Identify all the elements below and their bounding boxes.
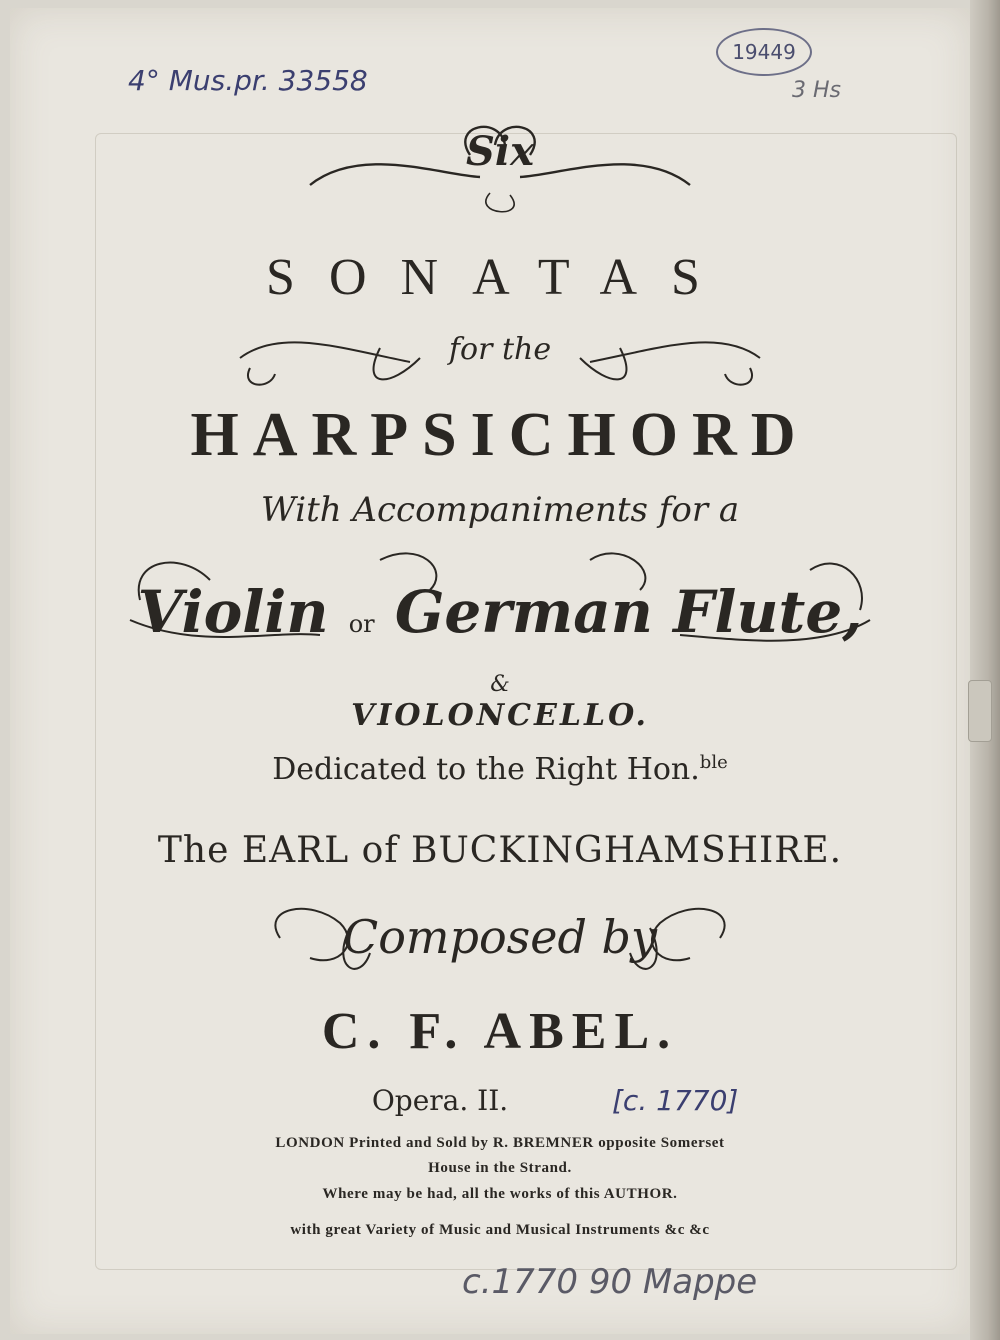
title-instrument: HARPSICHORD [190, 401, 810, 469]
dedicatee: The EARL of BUCKINGHAMSHIRE. [157, 830, 843, 871]
shelfmark-annotation: 4° Mus.pr. 33558 [128, 64, 368, 97]
title-german-flute: German Flute, [394, 578, 863, 646]
library-stamp: 19449 [716, 28, 812, 76]
dedication-sup: ble [699, 752, 728, 773]
opus-number: Opera. II. [371, 1084, 509, 1117]
title-for-the: for the [448, 332, 552, 367]
date-annotation: [c. 1770] [612, 1084, 739, 1117]
parts-annotation: 3 Hs [792, 78, 841, 103]
imprint-line-2: House in the Strand. [428, 1160, 572, 1176]
dedication-text: Dedicated to the Right Hon. [272, 752, 700, 787]
composed-by: Composed by [343, 910, 657, 964]
composer-name: C. F. ABEL. [321, 1003, 679, 1060]
title-sonatas: SONATAS [266, 249, 734, 306]
title-ampersand: & [490, 672, 510, 697]
title-violin-line [0, 578, 1000, 646]
dedication-line [0, 752, 1000, 787]
imprint-line-1: LONDON Printed and Sold by R. BREMNER opposite Somerset [275, 1135, 725, 1151]
title-or: or [348, 610, 375, 638]
title-with-accompaniments: With Accompaniments for a [260, 490, 740, 530]
title-violoncello: VIOLONCELLO. [351, 698, 649, 733]
imprint-line-3: Where may be had, all the works of this AUTHOR. [322, 1186, 678, 1202]
imprint-line-4: with great Variety of Music and Musical Instruments &c &c [290, 1222, 710, 1238]
bottom-annotation: c.1770 90 Mappe [462, 1262, 758, 1302]
title-six: Six [466, 128, 534, 175]
title-violin: Violin [137, 578, 329, 646]
